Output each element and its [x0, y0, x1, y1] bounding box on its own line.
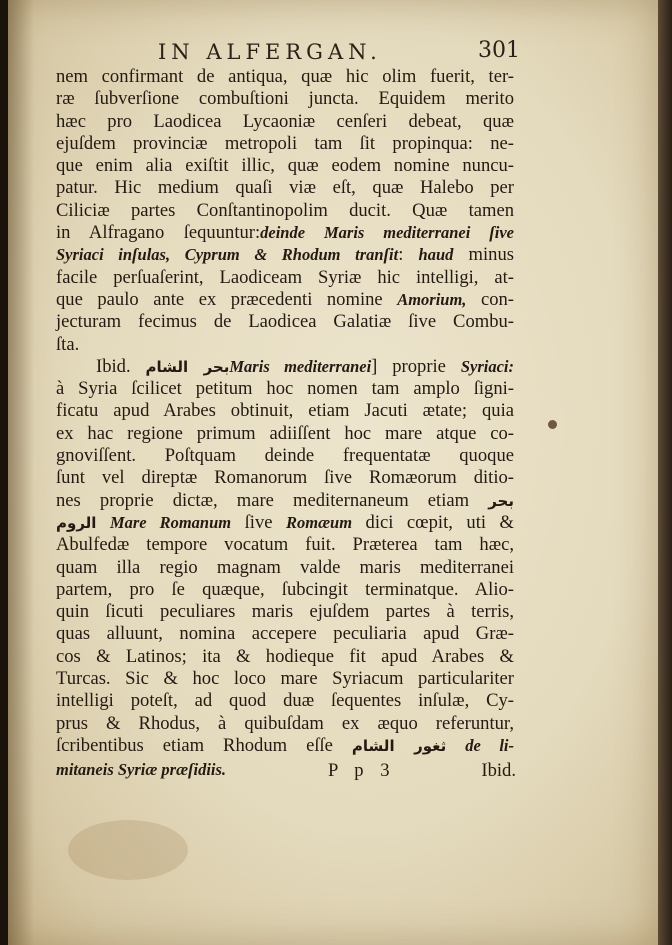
italic-term: Maris mediterranei	[229, 356, 372, 376]
text-line	[56, 735, 514, 757]
text-run: Ibid.	[96, 355, 146, 377]
text-line: ſunt vel direptæ Romanorum ſive Romæorum ditio-	[56, 467, 514, 489]
book-page	[8, 0, 658, 945]
text-line	[56, 289, 514, 311]
arabic-text: بحر الشام	[145, 357, 230, 376]
text-line: ejuſdem provinciæ metropoli tam ſit propinqua: ne-	[56, 132, 514, 154]
arabic-text: ثغور الشام	[351, 736, 447, 755]
text-run: ſive	[231, 511, 287, 533]
text-line: quam illa regio magnam valde maris mediterranei	[56, 556, 514, 578]
italic-quote: Syriaci inſulas, Cyprum & Rhodum tranſit	[56, 245, 399, 265]
text-line	[56, 222, 514, 244]
text-run: nes proprie dictæ, mare mediternaneum etiam	[56, 489, 470, 511]
text-line: prus & Rhodus, à quibuſdam ex æquo referuntur,	[56, 712, 514, 734]
text-line: intelligi poteſt, ad quod duæ ſequentes inſulæ, Cy-	[56, 690, 514, 712]
text-line: quas alluunt, nomina accepere peculiaria apud Græ-	[56, 623, 514, 645]
text-line: patur. Hic medium quaſi viæ eſt, quæ Halebo per	[56, 177, 514, 199]
page-edge	[658, 0, 672, 945]
text-run: que paulo ante ex præcedenti nomine	[56, 288, 398, 310]
footer-continuation: mitaneis Syriæ præſidiis.	[56, 760, 227, 779]
catchword: Ibid.	[481, 760, 516, 781]
paper-stain	[68, 820, 188, 880]
text-line: quin ſicuti peculiares maris ejuſdem partes à terris,	[56, 601, 514, 623]
text-line: partem, pro ſe quæque, ſubcingit terminatque. Alio-	[56, 578, 514, 600]
text-run: ] proprie	[371, 355, 461, 377]
running-head: IN ALFERGAN.	[158, 40, 382, 64]
page-footer	[56, 760, 514, 784]
italic-term: Romæum	[286, 512, 353, 532]
text-run: minus	[453, 244, 514, 266]
text-line: à Syria ſcilicet petitum hoc nomen tam amplo ſigni-	[56, 378, 514, 400]
text-line: que enim alia exiſtit illic, quæ eodem nomine nuncu-	[56, 155, 514, 177]
text-run: dici cœpit, uti &	[352, 511, 514, 533]
text-line: ex hac regione primum adiiſſent hoc mare atque co-	[56, 422, 514, 444]
text-line: ficatu apud Arabes obtinuit, etiam Jacuti ætate; quia	[56, 400, 514, 422]
text-line: nem confirmant de antiqua, quæ hic olim fuerit, ter-	[56, 66, 514, 87]
text-line	[56, 490, 514, 512]
italic-term: Amorium,	[397, 289, 467, 309]
text-line: ſta.	[56, 333, 80, 355]
text-line: ræ ſubverſione combuſtioni juncta. Equidem merito	[56, 88, 514, 110]
text-line: jecturam fecimus de Laodicea Galatiæ ſive Combu-	[56, 311, 514, 333]
arabic-text: بحر	[488, 491, 514, 510]
text-run: in Alfragano ſequuntur:	[56, 222, 261, 244]
text-line: Turcas. Sic & hoc loco mare Syriacum particulariter	[56, 668, 514, 690]
text-run: :	[398, 244, 419, 266]
signature-mark: P p 3	[328, 760, 396, 781]
italic-quote: haud	[418, 245, 454, 265]
text-run: con-	[466, 288, 515, 310]
arabic-text: الروم	[56, 513, 97, 532]
text-line: facile perſuaſerint, Laodiceam Syriæ hic intelligi, at-	[56, 266, 514, 288]
italic-term: Syriaci:	[460, 356, 514, 376]
italic-quote: deinde Maris mediterranei ſive	[260, 223, 514, 243]
italic-term: de li-	[465, 735, 514, 755]
text-run: ſcribentibus etiam Rhodum eſſe	[56, 734, 352, 756]
page-header	[8, 36, 658, 66]
text-line: Ciliciæ partes Conſtantinopolim ducit. Quæ tamen	[56, 199, 514, 221]
text-line	[56, 356, 514, 378]
text-line: Abulfedæ tempore vocatum fuit. Præterea tam hæc,	[56, 534, 514, 556]
body-text	[56, 66, 514, 757]
page-number: 301	[478, 38, 520, 63]
text-line: gnoviſſent. Poſtquam deinde frequentatæ quoque	[56, 445, 514, 467]
page-fold-shadow	[8, 0, 34, 945]
text-line	[56, 512, 514, 534]
text-line: cos & Latinos; ita & hodieque fit apud Arabes &	[56, 645, 514, 667]
text-run	[446, 735, 465, 756]
italic-term: Mare Romanum	[109, 512, 232, 532]
text-line	[56, 244, 514, 266]
ink-spot	[548, 420, 557, 429]
text-line: hæc pro Laodicea Lycaoniæ cenſeri debeat, quæ	[56, 110, 514, 132]
